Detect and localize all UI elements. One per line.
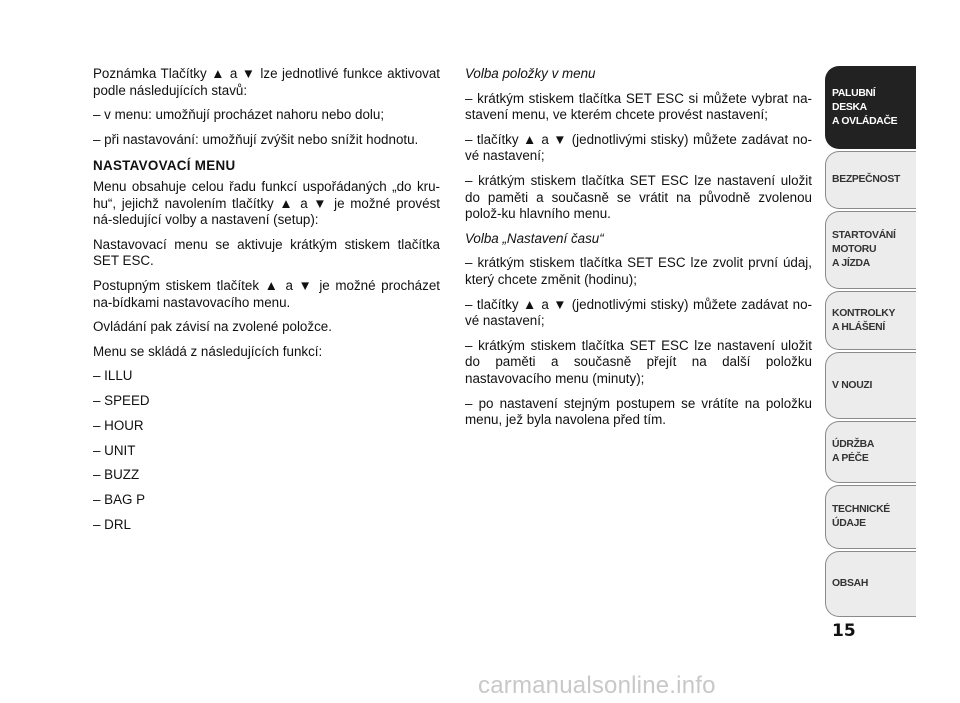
note-paragraph: Poznámka Tlačítky ▲ a ▼ lze jednotlivé funkce aktivovat podle následujících stavů: xyxy=(93,66,440,98)
left-column xyxy=(93,66,440,542)
tab-palubni-deska[interactable] xyxy=(825,66,916,149)
tab-label: TECHNICKÉ ÚDAJE xyxy=(832,504,890,529)
function-item: – ILLU xyxy=(93,368,133,384)
tab-label: OBSAH xyxy=(832,578,869,589)
step-item: – po nastavení stejným postupem se vrátíte na položku menu, jež byla navolena před tím. xyxy=(465,395,812,428)
tab-label: PALUBNÍ DESKA A OVLÁDAČE xyxy=(832,87,898,127)
step-item: – tlačítky ▲ a ▼ (jednotlivými stisky) můžete zadávat no-vé nastavení; xyxy=(465,296,812,329)
page-number: 15 xyxy=(832,621,856,641)
note-item: – při nastavování: umožňují zvýšit nebo snížit hodnotu. xyxy=(93,131,419,147)
tab-startovani[interactable] xyxy=(825,211,916,289)
step-item: – krátkým stiskem tlačítka SET ESC si můžete vybrat na-stavení menu, ve kterém chcete provést nastavení; xyxy=(465,90,812,123)
step-item: – tlačítky ▲ a ▼ (jednotlivými stisky) můžete zadávat no-vé nastavení; xyxy=(465,131,812,164)
step-item: – krátkým stiskem tlačítka SET ESC lze nastavení uložit do paměti a současně se vrátit na původně zvolenou polož-ku hlavního menu. xyxy=(465,172,812,222)
tab-kontrolky[interactable] xyxy=(825,291,916,350)
body-paragraph: Nastavovací menu se aktivuje krátkým stiskem tlačítka SET ESC. xyxy=(93,236,440,269)
body-paragraph: Menu obsahuje celou řadu funkcí uspořádaných „do kru-hu“, jejichž navolením tlačítky ▲ a ▼ je možné provést ná-sledující volby a nastavení (setup): xyxy=(93,178,440,228)
body-paragraph: Ovládání pak závisí na zvolené položce. xyxy=(93,319,332,335)
tab-label: V NOUZI xyxy=(832,379,873,391)
tab-label: STARTOVÁNÍ MOTORU A JÍZDA xyxy=(832,230,896,269)
subheading xyxy=(465,231,812,248)
tab-technicke-udaje[interactable] xyxy=(825,485,916,549)
tab-label: BEZPEČNOST xyxy=(832,174,901,185)
tab-label: ÚDRŽBA A PÉČE xyxy=(832,439,875,464)
watermark: carmanualsonline.info xyxy=(478,672,716,699)
body-paragraph: Postupným stiskem tlačítek ▲ a ▼ je možné procházet na-bídkami nastavovacího menu. xyxy=(93,277,440,310)
tab-label: KONTROLKY A HLÁŠENÍ xyxy=(832,307,896,333)
subheading-text: Volba „Nastavení času“ xyxy=(465,230,604,246)
subheading-text: Volba položky v menu xyxy=(465,66,596,81)
function-item: – SPEED xyxy=(93,393,150,409)
tab-v-nouzi[interactable] xyxy=(825,352,916,419)
function-item: – BAG P xyxy=(93,492,146,508)
step-item: – krátkým stiskem tlačítka SET ESC lze nastavení uložit do paměti a současně přejít na další položku nastavovacího menu (minuty); xyxy=(465,337,812,386)
chapter-tabs xyxy=(825,66,916,619)
function-item: – UNIT xyxy=(93,442,136,458)
tab-udrzba[interactable] xyxy=(825,421,916,483)
subheading xyxy=(465,66,812,83)
function-list xyxy=(93,368,440,533)
note-item: – v menu: umožňují procházet nahoru nebo dolu; xyxy=(93,107,385,123)
right-column xyxy=(465,66,812,437)
function-item: – DRL xyxy=(93,517,131,532)
function-item: – BUZZ xyxy=(93,467,140,483)
function-item: – HOUR xyxy=(93,417,144,433)
tab-obsah[interactable] xyxy=(825,551,916,617)
body-paragraph: Menu se skládá z následujících funkcí: xyxy=(93,343,323,359)
step-item: – krátkým stiskem tlačítka SET ESC lze zvolit první údaj, který chcete změnit (hodinu); xyxy=(465,255,812,287)
tab-bezpecnost[interactable] xyxy=(825,151,916,209)
section-heading: NASTAVOVACÍ MENU xyxy=(93,158,236,174)
